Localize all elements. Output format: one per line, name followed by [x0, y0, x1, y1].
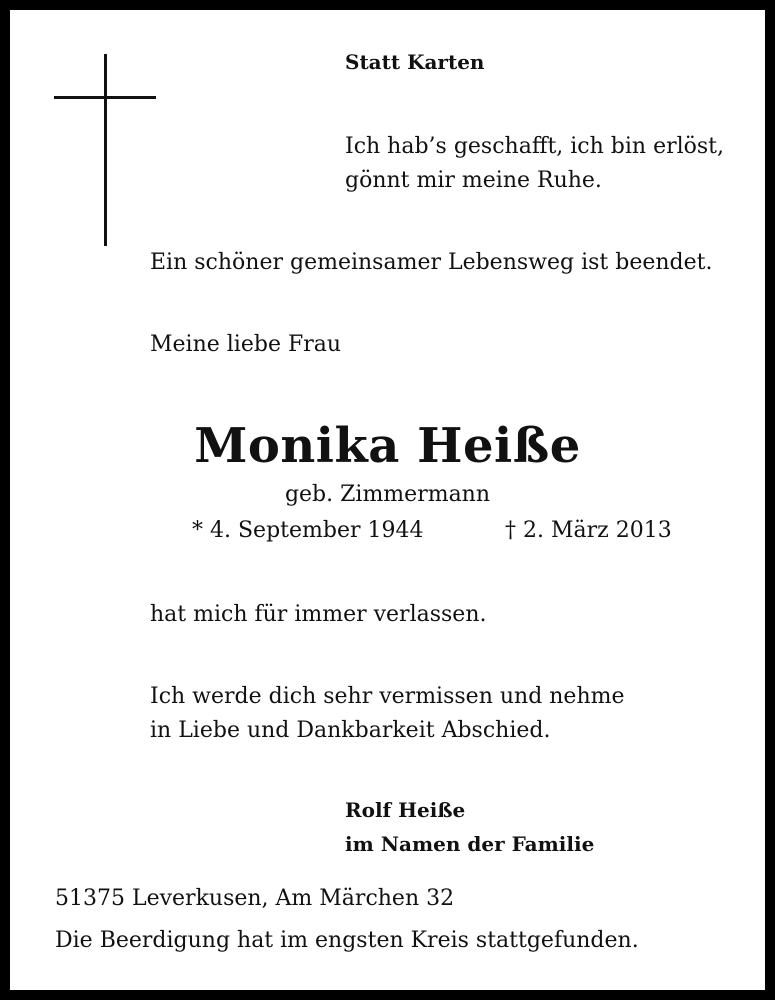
- intro-text: Ein schöner gemeinsamer Lebensweg ist beendet.: [150, 250, 713, 275]
- farewell-line-1: Ich werde dich sehr vermissen und nehme: [150, 684, 625, 709]
- signature-family: im Namen der Familie: [345, 832, 595, 856]
- maiden-name: geb. Zimmermann: [284, 482, 491, 507]
- signature-name: Rolf Heiße: [345, 798, 466, 822]
- deceased-name: Monika Heiße: [194, 418, 581, 474]
- birth-date: * 4. September 1944: [192, 518, 424, 543]
- poem-line-2: gönnt mir meine Ruhe.: [345, 168, 602, 193]
- message-text: hat mich für immer verlassen.: [150, 602, 487, 627]
- address-text: 51375 Leverkusen, Am Märchen 32: [55, 886, 455, 911]
- header-title: Statt Karten: [345, 50, 485, 74]
- funeral-note: Die Beerdigung hat im engsten Kreis stattgefunden.: [55, 928, 639, 953]
- death-date: † 2. März 2013: [505, 518, 672, 543]
- relation-text: Meine liebe Frau: [150, 332, 342, 357]
- farewell-line-2: in Liebe und Dankbarkeit Abschied.: [150, 718, 551, 743]
- poem-line-1: Ich hab’s geschafft, ich bin erlöst,: [345, 134, 725, 159]
